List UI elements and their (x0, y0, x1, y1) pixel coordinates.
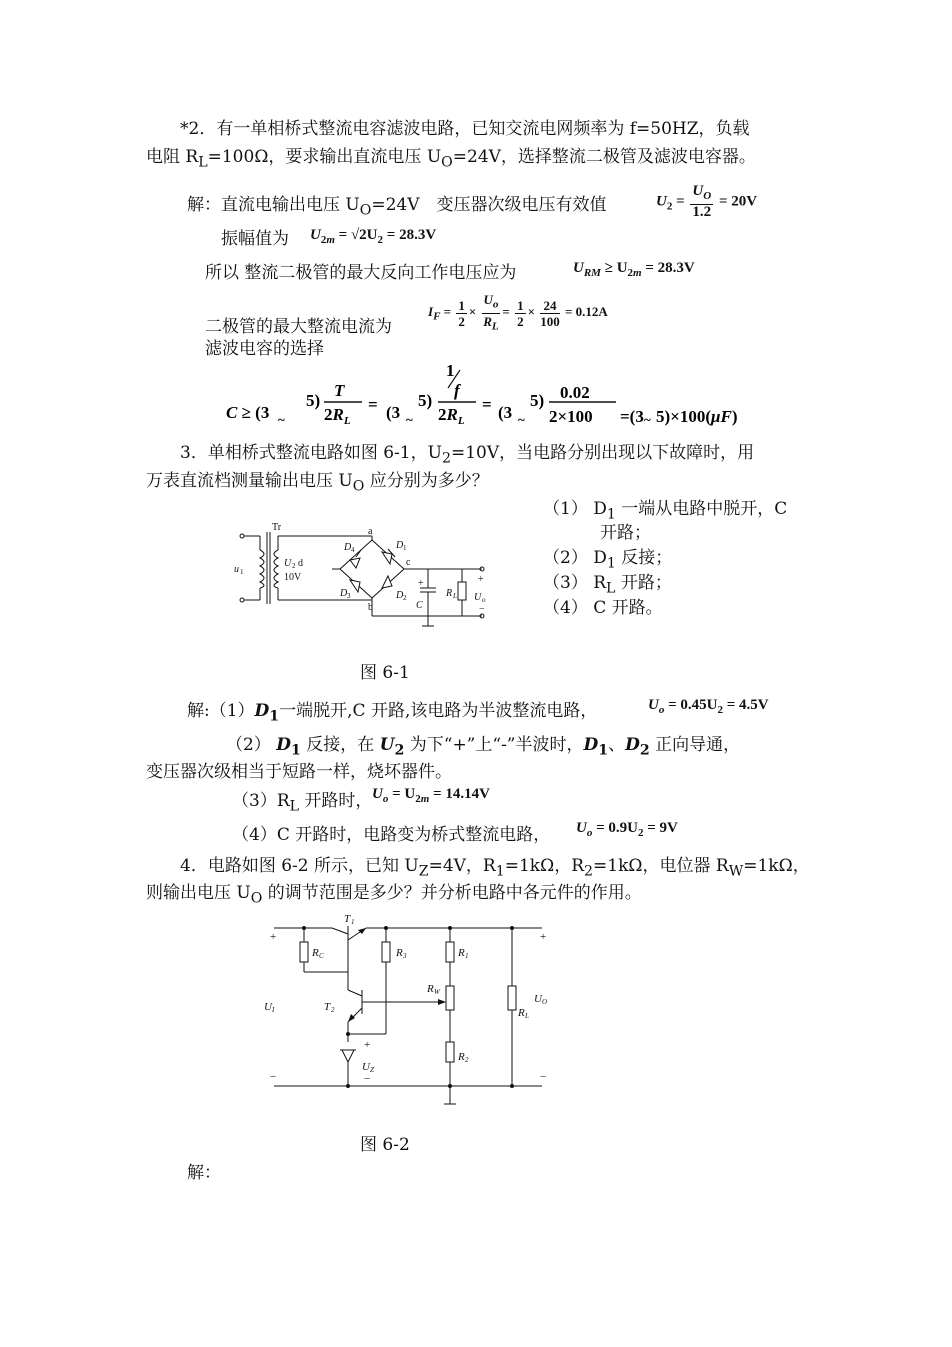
svg-text:L: L (525, 1012, 529, 1020)
svg-text:−: − (364, 1073, 371, 1085)
svg-text:Tr: Tr (272, 522, 282, 533)
svg-text:U: U (284, 558, 292, 569)
svg-text:(3: (3 (498, 403, 513, 422)
svg-text:R: R (458, 1051, 465, 1063)
q2-solution-line1: 解：直流电输出电压 $U_O=24V$ 变压器次级电压有效值 (187, 195, 607, 219)
svg-text:~: ~ (406, 412, 413, 427)
svg-text:L: L (453, 592, 457, 600)
q3-answer-2b: 变压器次级相当于短路一样，烧坏器件。 (146, 762, 452, 782)
q2-solution-line4: 二极管的最大整流电流为 (205, 317, 392, 337)
svg-text:a: a (368, 526, 373, 537)
q3-line1: 3．单相桥式整流电路如图 6-1，$U_2=10V$，当电路分别出现以下故障时，用 (180, 443, 755, 467)
svg-text:3: 3 (347, 592, 351, 600)
q3-line2: 万表直流档测量输出电压 $U_O$ 应分别为多少？ (146, 471, 489, 495)
q2-u2-formula: $U_2$ = $\frac{U_O}{1.2}$ = 20V (656, 183, 758, 220)
svg-text:C: C (319, 952, 324, 960)
figure-6-1-bridge-rectifier (232, 520, 502, 635)
svg-text:b: b (368, 602, 373, 613)
svg-text:+: + (478, 574, 484, 585)
svg-text:(3: (3 (386, 403, 401, 422)
svg-text:1: 1 (465, 952, 469, 960)
q2-capacitor-formula (226, 361, 786, 433)
svg-text:C: C (416, 600, 423, 611)
svg-text:D: D (344, 542, 352, 553)
svg-text:~: ~ (644, 412, 651, 427)
svg-text:D: D (396, 590, 404, 601)
svg-text:1: 1 (446, 361, 455, 380)
svg-text:R: R (312, 947, 319, 959)
svg-text:R: R (518, 1007, 525, 1019)
svg-text:2: 2 (403, 594, 407, 602)
svg-text:U: U (534, 993, 542, 1005)
svg-text:R: R (396, 947, 403, 959)
svg-text:2RL: $2R_L$ (438, 405, 465, 427)
svg-text:0.02: 0.02 (560, 383, 590, 402)
svg-text:Z: Z (370, 1066, 374, 1074)
svg-text:R: R (458, 947, 465, 959)
svg-text:5)×100(μF): 5)×100(μF) (656, 407, 738, 426)
svg-text:1: 1 (351, 918, 355, 926)
svg-text:T: T (324, 1001, 331, 1013)
svg-text:10V: 10V (284, 572, 302, 583)
svg-text:W: W (434, 988, 440, 996)
q2-if-formula: $I_F$ = $\frac{1}{2}$ × $\frac{U_o}{R_L}$ = $\frac{1}{2}$ × $\frac{24}{100}$ = 0.12A (428, 292, 608, 333)
svg-text:+: + (418, 578, 424, 589)
svg-text:+: + (540, 931, 547, 943)
q4-line2: 则输出电压 $U_O$ 的调节范围是多少？并分析电路中各元件的作用。 (146, 883, 642, 907)
svg-text:U: U (474, 592, 482, 603)
svg-text:2: 2 (331, 1006, 335, 1014)
figure-6-2-caption: 图 6-2 (360, 1135, 410, 1155)
q2-u2m-formula: $U_{2m} = √2U_2 = 28.3V$ (310, 227, 437, 246)
q3-answer-1-formula: $U_o = 0.45U_2 = 4.5V$ (648, 697, 769, 716)
svg-text:−: − (479, 604, 485, 615)
svg-text:2: 2 (292, 562, 296, 570)
svg-text:2×100: 2×100 (549, 407, 593, 426)
svg-text:f: f (454, 381, 460, 400)
svg-text:D: D (340, 588, 348, 599)
svg-text:2RL: $2R_L$ (324, 405, 351, 427)
q3-answer-2: （2） $D_1$ 反接，在 $U_2$ 为下“+”上“-”半波时，$D_1$、$D_2$ 正向导通， (226, 735, 741, 759)
q3-item-4: （4） C 开路。 (543, 598, 663, 618)
figure-6-2-regulator-circuit (262, 910, 562, 1110)
svg-text:T: T (344, 913, 351, 925)
q4-line1: 4．电路如图 6-2 所示，已知 $U_Z=4V$，$R_1=1k\Omega$，$R_2=1k\Omega$，电位器 $R_W=1k\Omega$， (180, 856, 810, 880)
svg-text:5): 5) (306, 391, 321, 410)
svg-text:2: 2 (465, 1056, 469, 1064)
svg-text:o: o (482, 596, 486, 604)
q2-urm-formula: $U_{RM} \ge U_{2m} = 28.3V$ (573, 260, 695, 279)
q3-item-1b: 开路； (600, 523, 651, 543)
q3-item-1: （1） $D_1$ 一端从电路中脱开，C (543, 499, 788, 523)
svg-text:=(3: =(3 (620, 407, 644, 426)
svg-text:u: u (234, 564, 239, 575)
svg-text:U: U (362, 1061, 370, 1073)
svg-text:R: R (446, 588, 453, 599)
svg-text:−: − (270, 1071, 277, 1083)
svg-text:−: − (540, 1071, 547, 1083)
q4-answer-label: 解： (187, 1163, 221, 1183)
svg-text:R: R (427, 983, 434, 995)
q2-solution-line3: 所以 整流二极管的最大反向工作电压应为 (205, 263, 517, 283)
svg-text:T: T (334, 381, 345, 400)
svg-text:4: 4 (351, 546, 355, 554)
svg-text:U: U (264, 1001, 272, 1013)
figure-6-1-caption: 图 6-1 (360, 663, 410, 683)
q3-answer-3-formula: $U_o = U_{2m} = 14.14V$ (372, 786, 490, 805)
svg-text:D: D (396, 540, 404, 551)
q2-solution-line2: 振幅值为 (221, 229, 289, 249)
q3-answer-3: $(3)R_L$ 开路时， (232, 791, 373, 815)
svg-text:3: 3 (403, 952, 407, 960)
svg-text:+: + (270, 931, 277, 943)
svg-text:I: I (272, 1006, 275, 1014)
q2-line2: 电阻 $R_L=100\Omega$，要求输出直流电压 $U_O=24V$，选择整流二极管及滤波电容器。 (146, 147, 756, 171)
svg-text:5): 5) (530, 391, 545, 410)
svg-text:=: = (368, 395, 378, 414)
svg-text:+: + (364, 1039, 371, 1051)
q3-item-3: （3） $R_L$ 开路； (543, 573, 672, 597)
q3-answer-4: （4）C 开路时，电路变为桥式整流电路， (232, 825, 551, 845)
q3-item-2: （2） $D_1$ 反接； (543, 548, 673, 572)
svg-text:C ≥ (3: C ≥ (3 (226, 403, 270, 422)
q3-answer-1: 解$:(1)D_1$一端脱开,C 开路,该电路为半波整流电路， (187, 701, 598, 725)
svg-text:=: = (482, 395, 492, 414)
svg-text:5): 5) (418, 391, 433, 410)
q2-line1: *2．有一单相桥式整流电容滤波电路，已知交流电网频率为 f=50HZ，负载 (180, 119, 750, 139)
svg-text:~: ~ (278, 412, 285, 427)
svg-text:1: 1 (403, 544, 407, 552)
svg-text:d: d (298, 558, 303, 569)
svg-text:O: O (542, 998, 548, 1006)
q3-answer-4-formula: $U_o = 0.9U_2 = 9V$ (576, 820, 678, 839)
svg-text:~: ~ (518, 412, 525, 427)
svg-text:1: 1 (240, 568, 244, 576)
svg-text:c: c (406, 557, 411, 568)
q2-solution-line5: 滤波电容的选择 (205, 339, 324, 359)
